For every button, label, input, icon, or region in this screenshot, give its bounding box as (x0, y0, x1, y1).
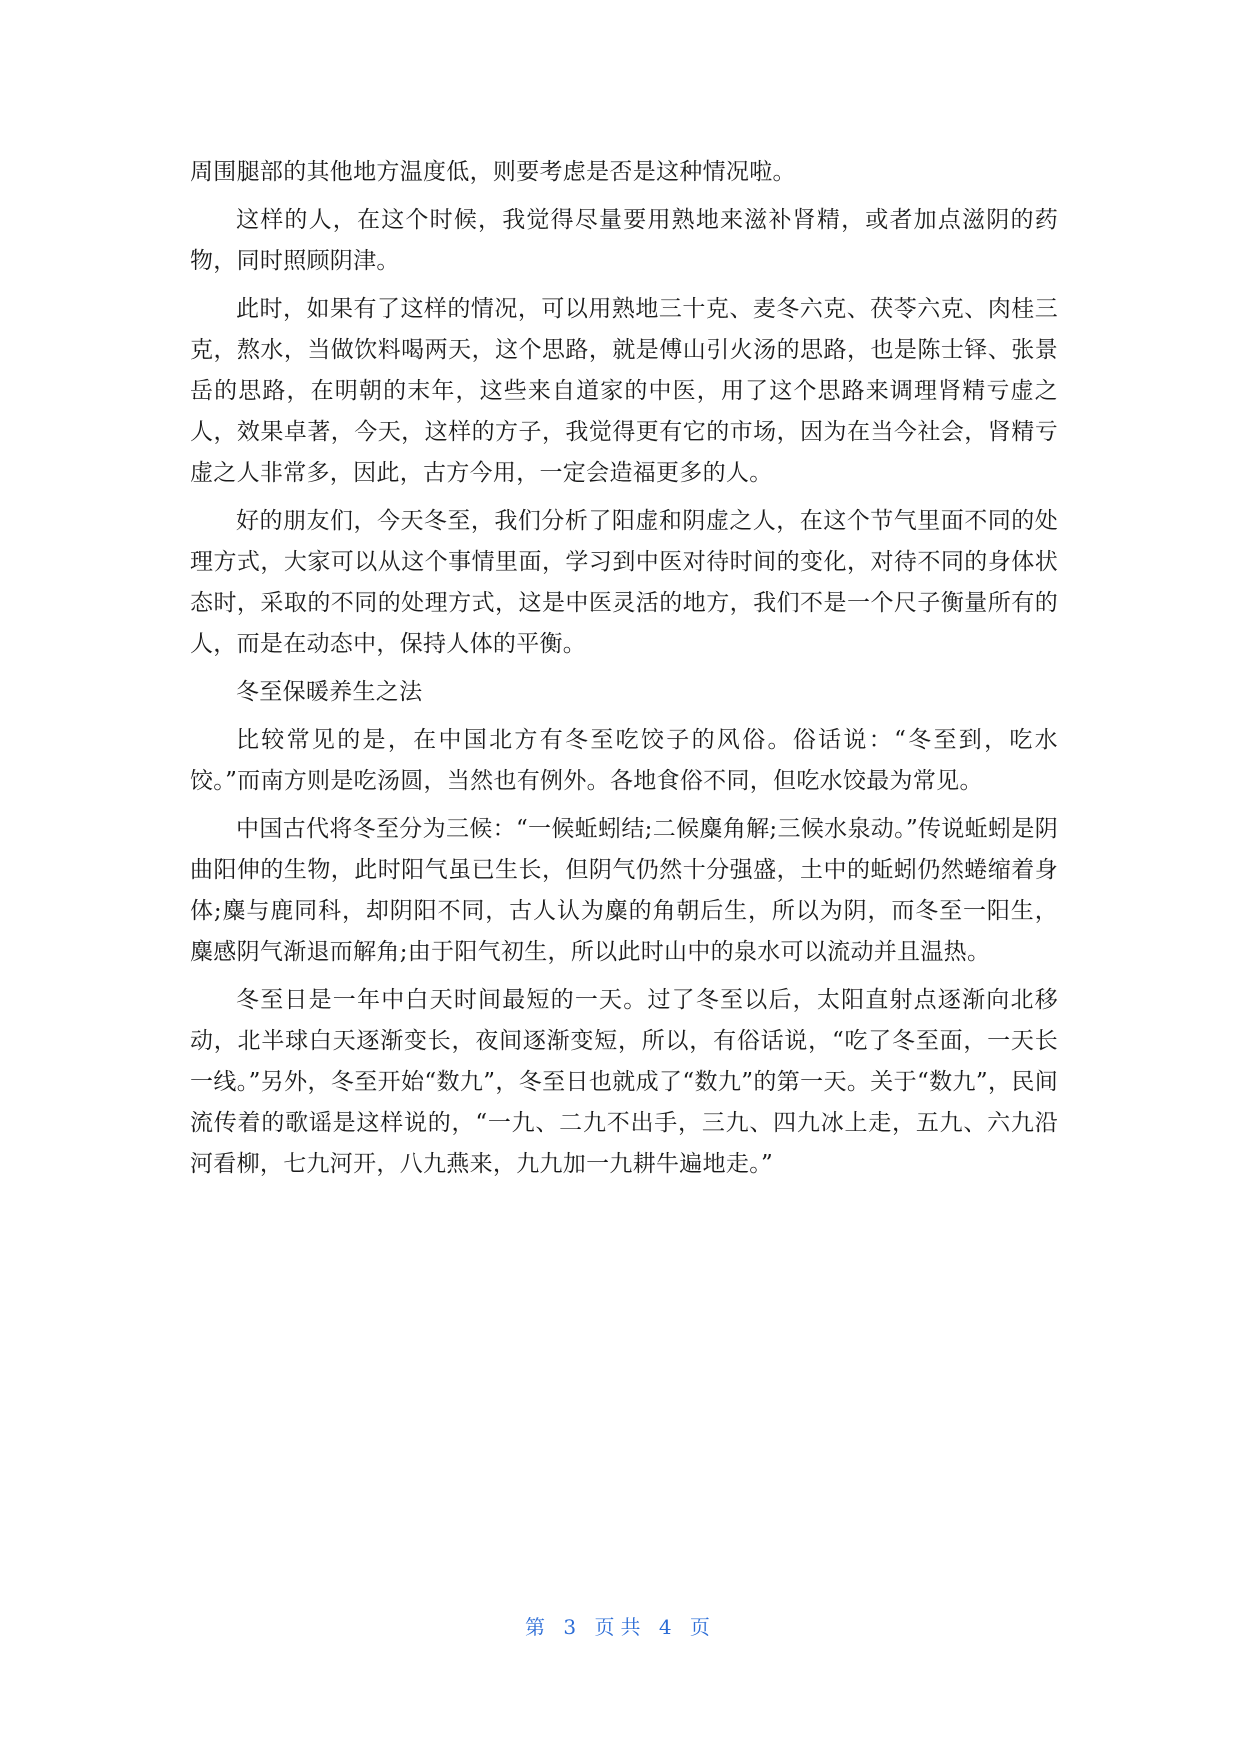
paragraph: 比较常见的是，在中国北方有冬至吃饺子的风俗。俗话说：“冬至到，吃水饺。”而南方则是吃汤圆，当然也有例外。各地食俗不同，但吃水饺最为常见。 (190, 727, 1058, 794)
paragraph: 此时，如果有了这样的情况，可以用熟地三十克、麦冬六克、茯苓六克、肉桂三克，熬水，当做饮料喝两天，这个思路，就是傅山引火汤的思路，也是陈士铎、张景岳的思路，在明朝的末年，这些来自道家的中医，用了这个思路来调理肾精亏虚之人，效果卓著，今天，这样的方子，我觉得更有它的市场，因为在当今社会，肾精亏虚之人非常多，因此，古方今用，一定会造福更多的人。 (190, 296, 1058, 486)
page-number-footer: 第 3 页共 4 页 (525, 1615, 716, 1639)
paragraph: 这样的人，在这个时候，我觉得尽量要用熟地来滋补肾精，或者加点滋阴的药物，同时照顾阴津。 (190, 207, 1058, 274)
paragraph: 中国古代将冬至分为三候：“一候蚯蚓结;二候麋角解;三候水泉动。”传说蚯蚓是阴曲阳伸的生物，此时阳气虽已生长，但阴气仍然十分强盛，土中的蚯蚓仍然蜷缩着身体;麋与鹿同科，却阴阳不同，古人认为麋的角朝后生，所以为阴，而冬至一阳生，麋感阴气渐退而解角;由于阳气初生，所以此时山中的泉水可以流动并且温热。 (190, 816, 1058, 965)
document-body (190, 152, 1058, 1192)
paragraph: 冬至日是一年中白天时间最短的一天。过了冬至以后，太阳直射点逐渐向北移动，北半球白天逐渐变长，夜间逐渐变短，所以，有俗话说，“吃了冬至面，一天长一线。”另外，冬至开始“数九”，冬至日也就成了“数九”的第一天。关于“数九”，民间流传着的歌谣是这样说的，“一九、二九不出手，三九、四九冰上走，五九、六九沿河看柳，七九河开，八九燕来，九九加一九耕牛遍地走。” (190, 987, 1058, 1177)
paragraph: 好的朋友们，今天冬至，我们分析了阳虚和阴虚之人，在这个节气里面不同的处理方式，大家可以从这个事情里面，学习到中医对待时间的变化，对待不同的身体状态时，采取的不同的处理方式，这是中医灵活的地方，我们不是一个尺子衡量所有的人，而是在动态中，保持人体的平衡。 (190, 508, 1058, 657)
section-heading: 冬至保暖养生之法 (236, 679, 423, 705)
paragraph-continuation: 周围腿部的其他地方温度低，则要考虑是否是这种情况啦。 (190, 159, 796, 185)
